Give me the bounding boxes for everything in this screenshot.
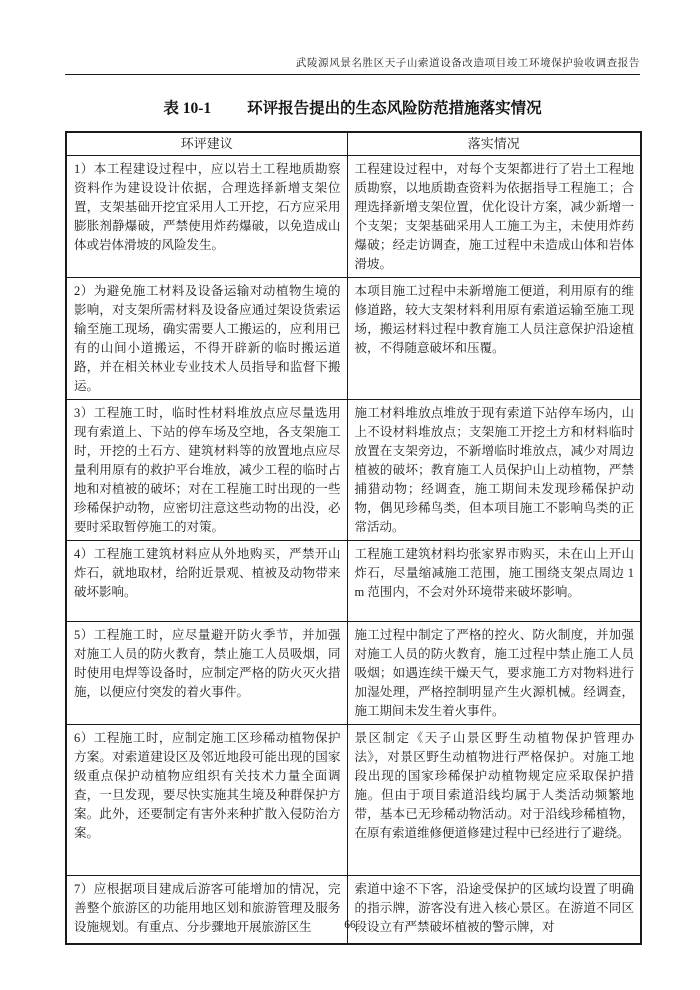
table-caption [65, 96, 640, 118]
page-content [65, 0, 640, 945]
cell-implementation-text: 索道中途不下客，沿途受保护的区域均设置了明确的指示牌，游客没有进入核心景区。在游道不同区段设立有严禁破坏植被的警示牌，对 [354, 882, 634, 934]
cell-suggestion: 4）工程施工建筑材料应从外地购买，严禁开山炸石，就地取材，给附近景观、植被及动物带来破坏影响。 [66, 541, 347, 622]
cell-suggestion: 5）工程施工时，应尽量避开防火季节，并加强对施工人员的防火教育，禁止施工人员吸烟，同时使用电焊等设备时，应制定严格的防火灭火措施，以便应付突发的着火事件。 [66, 622, 347, 725]
table-header-row [66, 132, 641, 156]
cell-suggestion: 6）工程施工时，应制定施工区珍稀动植物保护方案。对索道建设区及邻近地段可能出现的国家级重点保护动植物应组织有关技术力量全面调查，一旦发现，要尽快实施其生境及种群保护方案。此外，还要制定有害外来种扩散入侵防治方案。 [66, 725, 347, 876]
column-header-implementation: 落实情况 [347, 132, 641, 156]
cell-suggestion-text: 7）应根据项目建成后游客可能增加的情况，完善整个旅游区的功能用地区划和旅游管理及服务设施规划。有重点、分步骤地开展旅游区生 [74, 882, 341, 934]
cell-implementation: 施工材料堆放点堆放于现有索道下站停车场内，山上不设材料堆放点；支架施工开挖土方和材料临时放置在支架旁边，不新增临时堆放点，减少对周边植被的破坏；教育施工人员保护山上动植物，严禁捕猎动物；经调查，施工期间未发现珍稀保护动物，偶见珍稀鸟类，但本项目施工不影响鸟类的正常活动。 [347, 400, 641, 541]
table-row [66, 400, 641, 541]
measures-table [65, 131, 642, 945]
cell-suggestion: 3）工程施工时，临时性材料堆放点应尽量选用现有索道上、下站的停车场及空地，各支架施工时，开挖的土石方、建筑材料等的放置地点应尽量利用原有的救护平台堆放，减少工程的临时占地和对植被的破坏；对在工程施工时出现的一些珍稀保护动物，应密切注意这些动物的出没，必要时采取暂停施工的对策。 [66, 400, 347, 541]
table-row [66, 622, 641, 725]
cell-implementation [347, 876, 641, 945]
cell-implementation: 景区制定《天子山景区野生动植物保护管理办法》，对景区野生动植物进行严格保护。对施工地段出现的国家珍稀保护动植物规定应采取保护措施。但由于项目索道沿线均属于人类活动频繁地带，基本已无珍稀动物活动。对于沿线珍稀植物，在原有索道维修便道修建过程中已经进行了避绕。 [347, 725, 641, 876]
cell-suggestion: 1）本工程建设过程中，应以岩土工程地质勘察资料作为建设设计依据，合理选择新增支架位置，支架基础开挖宜采用人工开挖，石方应采用膨胀剂静爆破，严禁使用炸药爆破，以免造成山体或岩体滑坡的风险发生。 [66, 156, 347, 278]
table-title: 环评报告提出的生态风险防范措施落实情况 [247, 100, 542, 117]
table-row-continued [66, 876, 641, 945]
cell-suggestion [66, 876, 347, 945]
table-label: 表 10-1 [163, 100, 212, 117]
cell-implementation: 工程建设过程中，对每个支架都进行了岩土工程地质勘察，以地质勘查资料为依据指导工程施工；合理选择新增支架位置，优化设计方案，减少新增一个支架；支架基础采用人工施工为主，未使用炸药爆破；经走访调查，施工过程中未造成山体和岩体滑坡。 [347, 156, 641, 278]
table-row [66, 278, 641, 400]
table-row [66, 156, 641, 278]
cell-implementation: 本项目施工过程中未新增施工便道，利用原有的维修道路，较大支架材料利用原有索道运输至施工现场，搬运材料过程中教育施工人员注意保护沿途植被，不得随意破坏和压覆。 [347, 278, 641, 400]
cell-implementation: 施工过程中制定了严格的控火、防火制度，并加强对施工人员的防火教育，施工过程中禁止施工人员吸烟；如遇连续干燥天气，要求施工方对物料进行加湿处理，严格控制明显产生火源机械。经调查，施工期间未发生着火事件。 [347, 622, 641, 725]
cell-implementation: 工程施工建筑材料均张家界市购买，未在山上开山炸石，尽量缩减施工范围，施工围绕支架点周边 1m 范围内，不会对外环境带来破坏影响。 [347, 541, 641, 622]
table-row [66, 725, 641, 876]
cell-suggestion: 2）为避免施工材料及设备运输对动植物生境的影响，对支架所需材料及设备应通过架设货索运输至施工现场，确实需要人工搬运的，应利用已有的山间小道搬运，不得开辟新的临时搬运道路，并在相关林业专业技术人员指导和监督下搬运。 [66, 278, 347, 400]
running-header: 武陵源风景名胜区天子山索道设备改造项目竣工环境保护验收调查报告 [65, 57, 640, 75]
table-row [66, 541, 641, 622]
page-number: 66 [344, 919, 356, 931]
column-header-suggestion: 环评建议 [66, 132, 347, 156]
